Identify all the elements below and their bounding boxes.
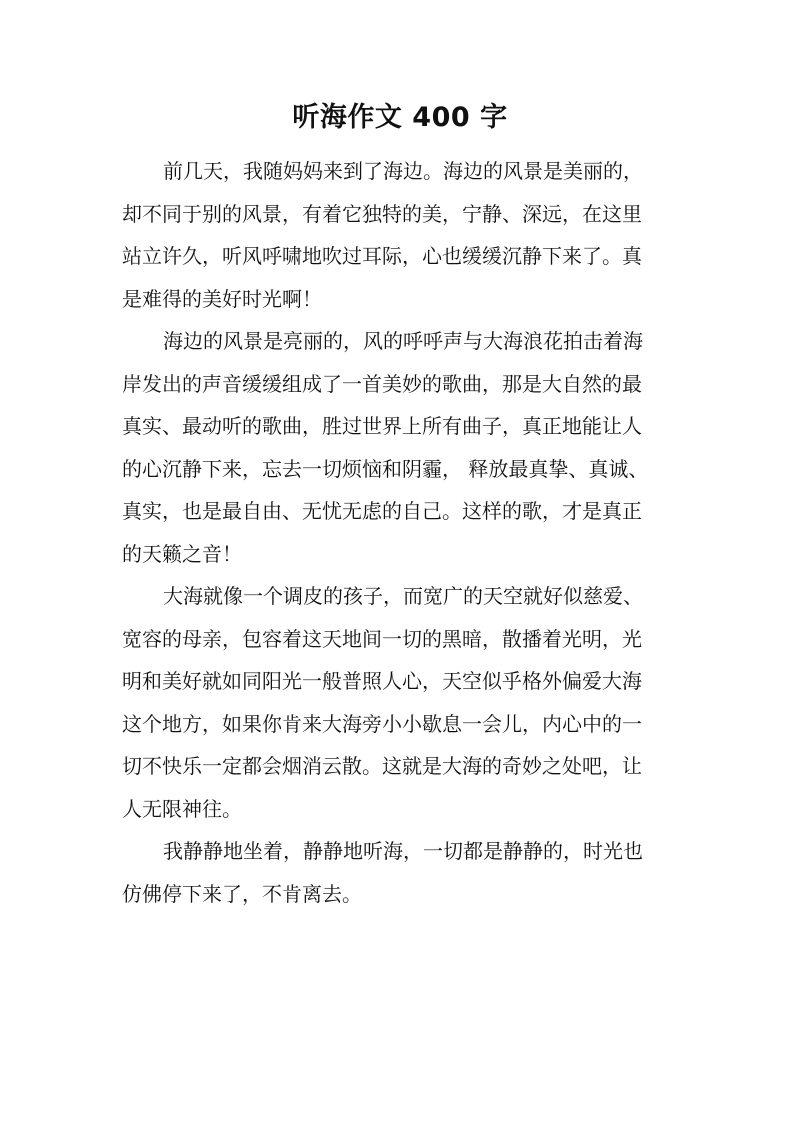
document-title: 听海作文 400 字 xyxy=(292,102,508,133)
paragraph-4 xyxy=(122,830,684,915)
text-line: 人无限神往。 xyxy=(122,796,242,821)
paragraph-1 xyxy=(122,150,684,320)
text-line: 这个地方，如果你肯来大海旁小小歇息一会儿，内心中的一 xyxy=(122,711,642,736)
paragraph-2 xyxy=(122,320,684,575)
text-line: 真实，也是最自由、无忧无虑的自己。这样的歌，才是真正 xyxy=(122,499,642,523)
text-line: 大海就像一个调皮的孩子，而宽广的天空就好似慈爱、 xyxy=(163,584,643,608)
text-line: 真实、最动听的歌曲，胜过世界上所有曲子，真正地能让人 xyxy=(122,414,642,438)
text-line: 海边的风景是亮丽的，风的呼呼声与大海浪花拍击着海 xyxy=(163,329,643,353)
text-line: 岸发出的声音缓缓组成了一首美妙的歌曲，那是大自然的最 xyxy=(122,371,642,396)
text-line: 的天籁之音！ xyxy=(122,541,242,566)
paragraph-3 xyxy=(122,575,684,830)
text-line: 仿佛停下来了，不肯离去。 xyxy=(122,881,362,906)
essay-body xyxy=(122,150,684,915)
text-line: 明和美好就如同阳光一般普照人心，天空似乎格外偏爱大海 xyxy=(122,669,642,693)
text-line: 的心沉静下来，忘去一切烦恼和阴霾， 释放最真挚、真诚、 xyxy=(122,456,649,481)
text-line: 却不同于别的风景，有着它独特的美，宁静、深远，在这里 xyxy=(122,201,642,226)
text-line: 是难得的美好时光啊！ xyxy=(122,286,322,311)
text-line: 前几天，我随妈妈来到了海边。海边的风景是美丽的， xyxy=(163,159,643,183)
text-line: 站立许久，听风呼啸地吹过耳际，心也缓缓沉静下来了。真 xyxy=(122,244,642,268)
text-line: 我静静地坐着，静静地听海，一切都是静静的，时光也 xyxy=(163,839,643,863)
text-line: 切不快乐一定都会烟消云散。这就是大海的奇妙之处吧，让 xyxy=(122,754,642,778)
text-line: 宽容的母亲，包容着这天地间一切的黑暗，散播着光明，光 xyxy=(122,626,642,651)
